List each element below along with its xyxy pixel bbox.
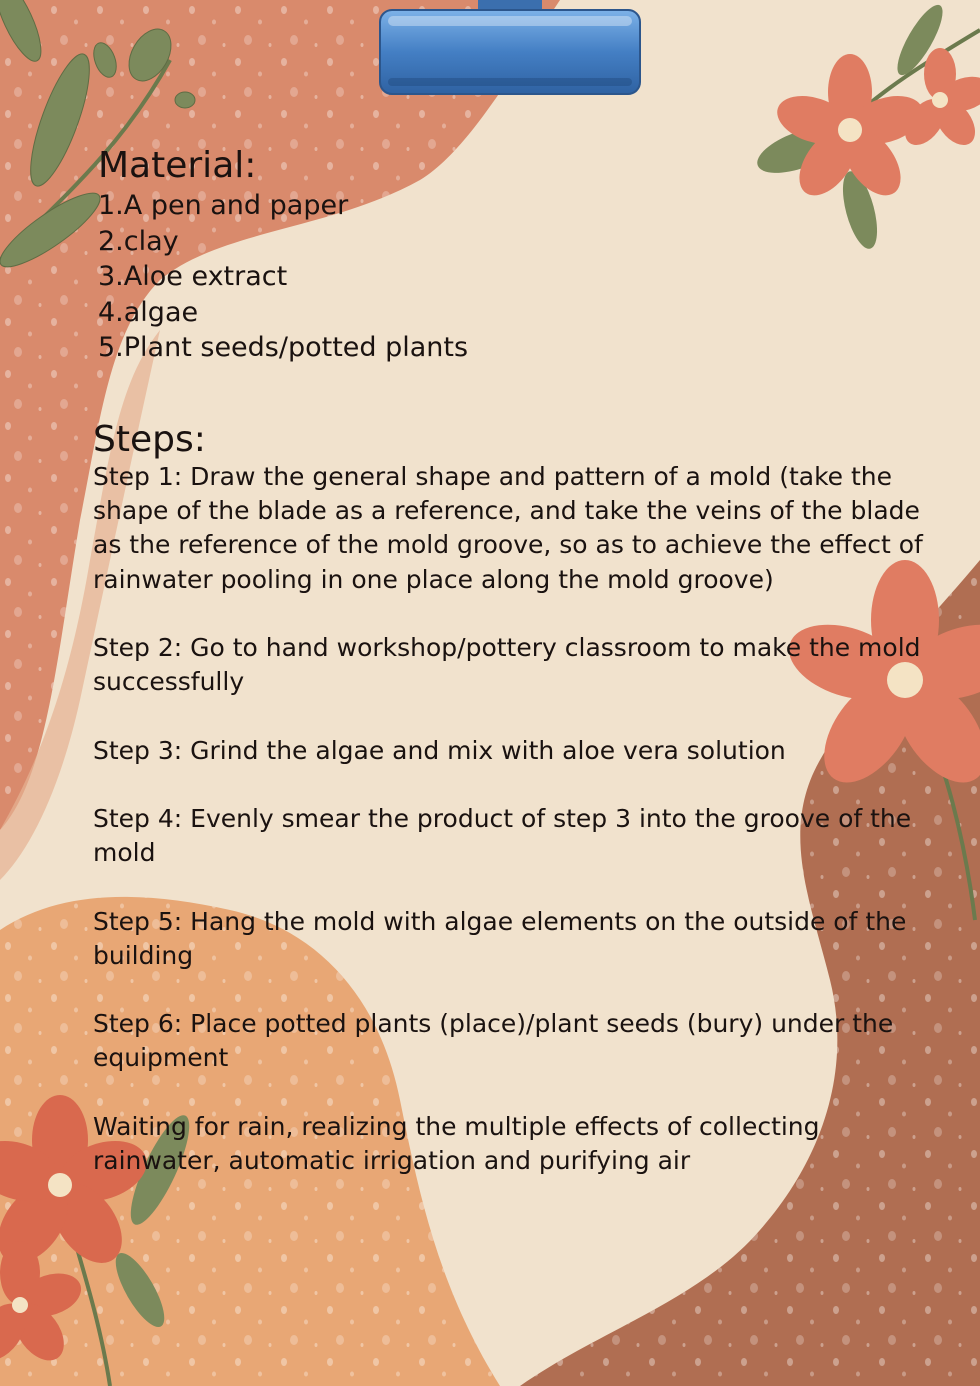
material-item: 3.Aloe extract xyxy=(98,261,288,292)
step-item: Step 2: Go to hand workshop/pottery classroom to make the mold successfully xyxy=(93,633,921,697)
step-item: Waiting for rain, realizing the multiple effects of collecting rainwater, automatic irrigation and purifying air xyxy=(93,1111,820,1175)
material-list xyxy=(98,188,468,366)
step-item: Step 1: Draw the general shape and pattern of a mold (take the shape of the blade as a reference, and take the veins of the blade as the reference of the mold groove, so as to achieve the effect of rainwater pooling in one place along the mold groove) xyxy=(93,462,923,594)
step-item: Step 4: Evenly smear the product of step 3 into the groove of the mold xyxy=(93,803,912,868)
step-item: Step 6: Place potted plants (place)/plant seeds (bury) under the equipment xyxy=(93,1009,894,1073)
material-item: 1.A pen and paper xyxy=(98,190,349,221)
steps-list xyxy=(93,460,923,1212)
material-heading: Material: xyxy=(98,145,257,186)
steps-heading: Steps: xyxy=(93,419,206,460)
step-item: Step 5: Hang the mold with algae elements on the outside of the building xyxy=(93,906,907,970)
material-item: 2.clay xyxy=(98,225,179,257)
material-item: 4.algae xyxy=(98,296,199,328)
step-item: Step 3: Grind the algae and mix with aloe vera solution xyxy=(93,735,786,765)
material-item: 5.Plant seeds/potted plants xyxy=(98,332,469,363)
